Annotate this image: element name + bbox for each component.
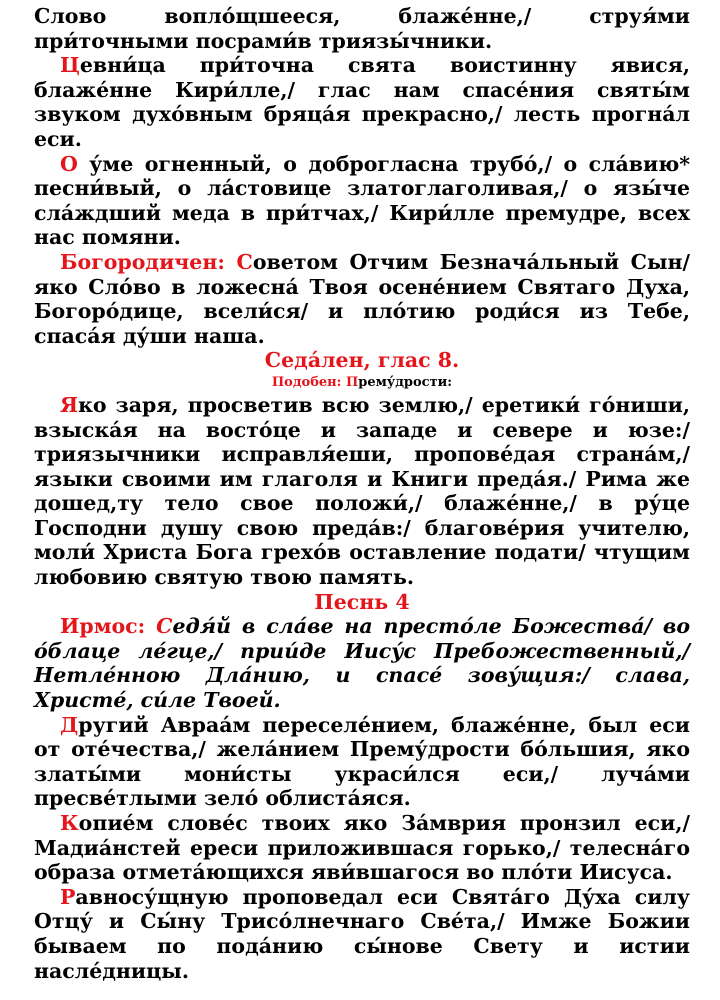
drop-initial: Р xyxy=(60,884,76,909)
troparion-3 xyxy=(34,885,690,983)
drop-initial: Я xyxy=(60,392,79,417)
podoben-text: рему́дрости: xyxy=(358,374,453,390)
irmos xyxy=(34,614,690,712)
podoben-label: Подобен: xyxy=(271,374,346,390)
sedalen-body: ко заря, просветив всю землю,/ еретики́ го́ниши, взыска́я на восто́це и западе и севере и юзе:/ триязычники исправля́еши, пропове́дая страна́м,/ языки своими им глаголя и Книги преда́я./ Рима же дошед,ту тело свое положи́,/ блаже́нне,/ в ру́це Господни душу свою преда́в:/ благове́рия учителю, моли́ Христа Бога грехо́в оставление подати/ чтущим любовию святую твою память. xyxy=(34,392,690,590)
pesn-heading: Песнь 4 xyxy=(314,589,410,614)
sedalen-text xyxy=(34,393,690,590)
drop-initial: О xyxy=(60,151,78,176)
troparion-2 xyxy=(34,811,690,885)
drop-initial: Ц xyxy=(60,53,80,78)
irmos-label: Ирмос: xyxy=(60,614,157,639)
verse-1 xyxy=(34,53,690,151)
irmos-text: едя́й в сла́ве на престо́ле Божества́/ во о́блаце ле́гце,/ прии́де Иису́с Пребожественный,/ Нетле́нною Дла́нию, и спасе́ зову́щия:/ слава, Христе́, си́ле Твоей. xyxy=(34,614,690,713)
troparion-1-text: ругий Авраа́м переселе́нием, блаже́нне, был еси от оте́чества,/ жела́нием Прему́дрости бо́льшия, яко златы́ми мони́сты украси́лся еси,/ луча́ми пресве́тлыми зело́ облиста́яся. xyxy=(34,712,690,811)
theotokion-label: Богородичен: xyxy=(60,249,237,274)
troparion-1 xyxy=(34,713,690,811)
sedalen-heading: Седа́лен, глас 8. xyxy=(264,348,460,373)
troparion-2-text: опие́м слове́с твоих яко За́мврия пронзил еси,/ Мадиа́нстей ереси приложившася горько,/ телесна́го образа отмета́ющихся яви́вшагося во пло́ти Иисуса. xyxy=(34,811,690,885)
theotokion xyxy=(34,250,690,348)
verse-2-text: у́ме огненный, о доброгласна трубо́,/ о сла́вию* песни́вый, о ла́стовице златоглаголивая,/ о язы́че сла́ждший меда в при́тчах,/ Кири́лле премудре, всех нас помяни. xyxy=(34,151,690,250)
drop-initial: Д xyxy=(60,712,79,737)
verse-2 xyxy=(34,152,690,250)
drop-initial: С xyxy=(236,249,253,274)
drop-initial: С xyxy=(156,614,173,639)
verse-0-text: Слово вопло́щшееся, блаже́нне,/ струя́ми при́точными посрами́в триязы́чники. xyxy=(34,4,690,53)
theotokion-text: оветом Отчим Безнача́льный Сын/ яко Сло́во в ложесна́ Твоя осене́нием Святаго Духа, Богоро́дице, всели́ся/ и пло́тию роди́ся из Тебе, спаса́я ду́ши наша. xyxy=(34,249,690,348)
podoben-line xyxy=(34,373,690,393)
troparion-3-text: авносу́щную проповедал еси Свята́го Ду́ха силу Отцу́ и Сы́ну Трисо́лнечнаго Све́та,/ Имже Божии бываем по пода́нию сы́нове Свету и истии насле́дницы. xyxy=(34,884,690,983)
verse-0 xyxy=(34,4,690,53)
podoben-initial: П xyxy=(345,374,359,390)
verse-1-text: евни́ца при́точна свята воистинну явися, блаже́нне Кири́лле,/ глас нам спасе́ния святы́м звуком духо́вным бряца́я прекрасно,/ лесть прогна́л еси. xyxy=(34,53,690,151)
drop-initial: К xyxy=(60,811,79,835)
